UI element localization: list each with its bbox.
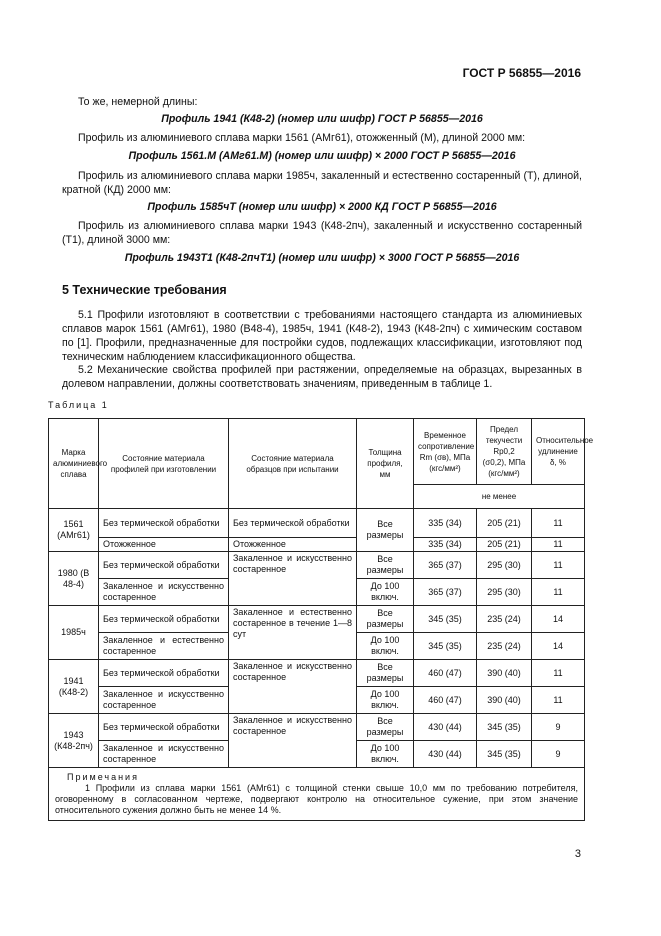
page-number: 3 (574, 848, 581, 860)
state-manufacture-cell: Без термической обработки (99, 606, 229, 633)
table-caption: Таблица 1 (48, 400, 109, 410)
yield-cell: 205 (21) (477, 509, 532, 538)
thickness-cell: Все размеры (357, 714, 414, 741)
table-notes (49, 768, 585, 821)
yield-cell: 390 (40) (477, 687, 532, 714)
designation-example: Профиль 1941 (К48-2) (номер или шифр) ГОСТ Р 56855—2016 (161, 113, 483, 125)
header-grade: Марка алюминиевого сплава (49, 419, 99, 509)
thickness-cell: До 100 включ. (357, 633, 414, 660)
properties-table (48, 418, 594, 821)
yield-cell: 345 (35) (477, 741, 532, 768)
state-manufacture-cell: Закаленное и искусственно состаренное (99, 579, 229, 606)
state-manufacture-cell: Закаленное и естественно состаренное (99, 633, 229, 660)
text-line: То же, немерной длины: (78, 96, 198, 108)
tensile-cell: 430 (44) (414, 714, 477, 741)
elongation-cell: 14 (532, 606, 585, 633)
tensile-cell: 460 (47) (414, 660, 477, 687)
elongation-cell: 14 (532, 633, 585, 660)
thickness-cell: Все размеры (357, 552, 414, 579)
state-manufacture-cell: Закаленное и искусственно состаренное (99, 687, 229, 714)
state-manufacture-cell: Отожженное (99, 538, 229, 552)
elongation-cell: 11 (532, 579, 585, 606)
state-test-cell: Отожженное (229, 538, 357, 552)
elongation-cell: 11 (532, 687, 585, 714)
yield-cell: 345 (35) (477, 714, 532, 741)
thickness-cell: Все размеры (357, 509, 414, 552)
tensile-cell: 335 (34) (414, 538, 477, 552)
header-state-test: Состояние материала образцов при испытании (229, 419, 357, 509)
tensile-cell: 365 (37) (414, 579, 477, 606)
yield-cell: 295 (30) (477, 552, 532, 579)
tensile-cell: 365 (37) (414, 552, 477, 579)
state-manufacture-cell: Без термической обработки (99, 714, 229, 741)
thickness-cell: Все размеры (357, 606, 414, 633)
tensile-cell: 335 (34) (414, 509, 477, 538)
paragraph-5-2: 5.2 Механические свойства профилей при растяжении, определяемые на образцах, вырезанных в долевом направлении, должны соответствовать значениям, приведенным в таблице 1. (62, 364, 582, 390)
elongation-cell: 9 (532, 714, 585, 741)
header-not-less: не менее (414, 485, 585, 509)
state-test-cell: Закаленное и искусственно состаренное (229, 714, 357, 768)
elongation-cell: 11 (532, 660, 585, 687)
elongation-cell: 11 (532, 538, 585, 552)
elongation-cell: 9 (532, 741, 585, 768)
grade-cell: 1943 (К48-2пч) (49, 714, 99, 768)
tensile-cell: 345 (35) (414, 606, 477, 633)
designation-example: Профиль 1943Т1 (К48-2пчТ1) (номер или шифр) × 3000 ГОСТ Р 56855—2016 (124, 252, 520, 264)
state-test-cell: Без термической обработки (229, 509, 357, 538)
header-state-manufacture: Состояние материала профилей при изготовлении (99, 419, 229, 509)
note-1: 1 Профили из сплава марки 1561 (АМг61) с толщиной стенки свыше 10,0 мм по требованию потребителя, оговоренному в согласованном чертеже, подвергают контролю на относительное сужение, при этом значение относительного сужения должно быть не менее 14 %. (55, 783, 578, 815)
text-line: Профиль из алюминиевого сплава марки 1561 (АМг61), отожженный (М), длиной 2000 мм: (78, 132, 526, 144)
grade-cell: 1561 (АМг61) (49, 509, 99, 552)
state-test-cell: Закаленное и естественно состаренное в течение 1—8 сут (229, 606, 357, 660)
tensile-cell: 345 (35) (414, 633, 477, 660)
header-yield-strength: Предел текучести Rp0,2 (σ0,2), МПа (кгс/мм²) (477, 419, 532, 485)
header-elongation: Относительное удлинение δ, % (532, 419, 585, 485)
designation-example: Профиль 1561.М (АМг61.М) (номер или шифр) × 2000 ГОСТ Р 56855—2016 (128, 150, 516, 162)
elongation-cell: 11 (532, 509, 585, 538)
grade-cell: 1985ч (49, 606, 99, 660)
grade-cell: 1980 (В 48-4) (49, 552, 99, 606)
state-manufacture-cell: Без термической обработки (99, 660, 229, 687)
state-manufacture-cell: Закаленное и искусственно состаренное (99, 741, 229, 768)
notes-heading: Примечания (67, 772, 139, 782)
text-paragraph: Профиль из алюминиевого сплава марки 1943 (К48-2пч), закаленный и искусственно состаренный (Т1), длиной 3000 мм: (62, 220, 582, 246)
thickness-cell: До 100 включ. (357, 741, 414, 768)
tensile-cell: 460 (47) (414, 687, 477, 714)
yield-cell: 205 (21) (477, 538, 532, 552)
yield-cell: 235 (24) (477, 606, 532, 633)
tensile-cell: 430 (44) (414, 741, 477, 768)
grade-cell: 1941 (К48-2) (49, 660, 99, 714)
thickness-cell: До 100 включ. (357, 687, 414, 714)
state-test-cell: Закаленное и искусственно состаренное (229, 660, 357, 714)
yield-cell: 390 (40) (477, 660, 532, 687)
state-manufacture-cell: Без термической обработки (99, 552, 229, 579)
section-heading: 5 Технические требования (62, 283, 227, 297)
state-manufacture-cell: Без термической обработки (99, 509, 229, 538)
thickness-cell: До 100 включ. (357, 579, 414, 606)
state-test-cell: Закаленное и искусственно состаренное (229, 552, 357, 606)
header-tensile-strength: Временное сопротивление Rm (σв), МПа (кгс/мм²) (414, 419, 477, 485)
paragraph-5-1: 5.1 Профили изготовляют в соответствии с требованиями настоящего стандарта из алюминиевых сплавов марок 1561 (АМг61), 1980 (В48-4), 1985ч, 1941 (К48-2), 1943 (К48-2пч) с химическим составом по [1]. Профили, предназначенные для постройки судов, подлежащих классификации, изготовляют под техническим наблюдением классификационного общества. (62, 309, 582, 363)
yield-cell: 295 (30) (477, 579, 532, 606)
designation-example: Профиль 1585чТ (номер или шифр) × 2000 КД ГОСТ Р 56855—2016 (147, 201, 497, 213)
text-paragraph: Профиль из алюминиевого сплава марки 1985ч, закаленный и естественно состаренный (Т), длиной, кратной (КД) 2000 мм: (62, 170, 582, 196)
elongation-cell: 11 (532, 552, 585, 579)
thickness-cell: Все размеры (357, 660, 414, 687)
yield-cell: 235 (24) (477, 633, 532, 660)
header-thickness: Толщина профиля, мм (357, 419, 414, 509)
document-header: ГОСТ Р 56855—2016 (462, 66, 581, 80)
